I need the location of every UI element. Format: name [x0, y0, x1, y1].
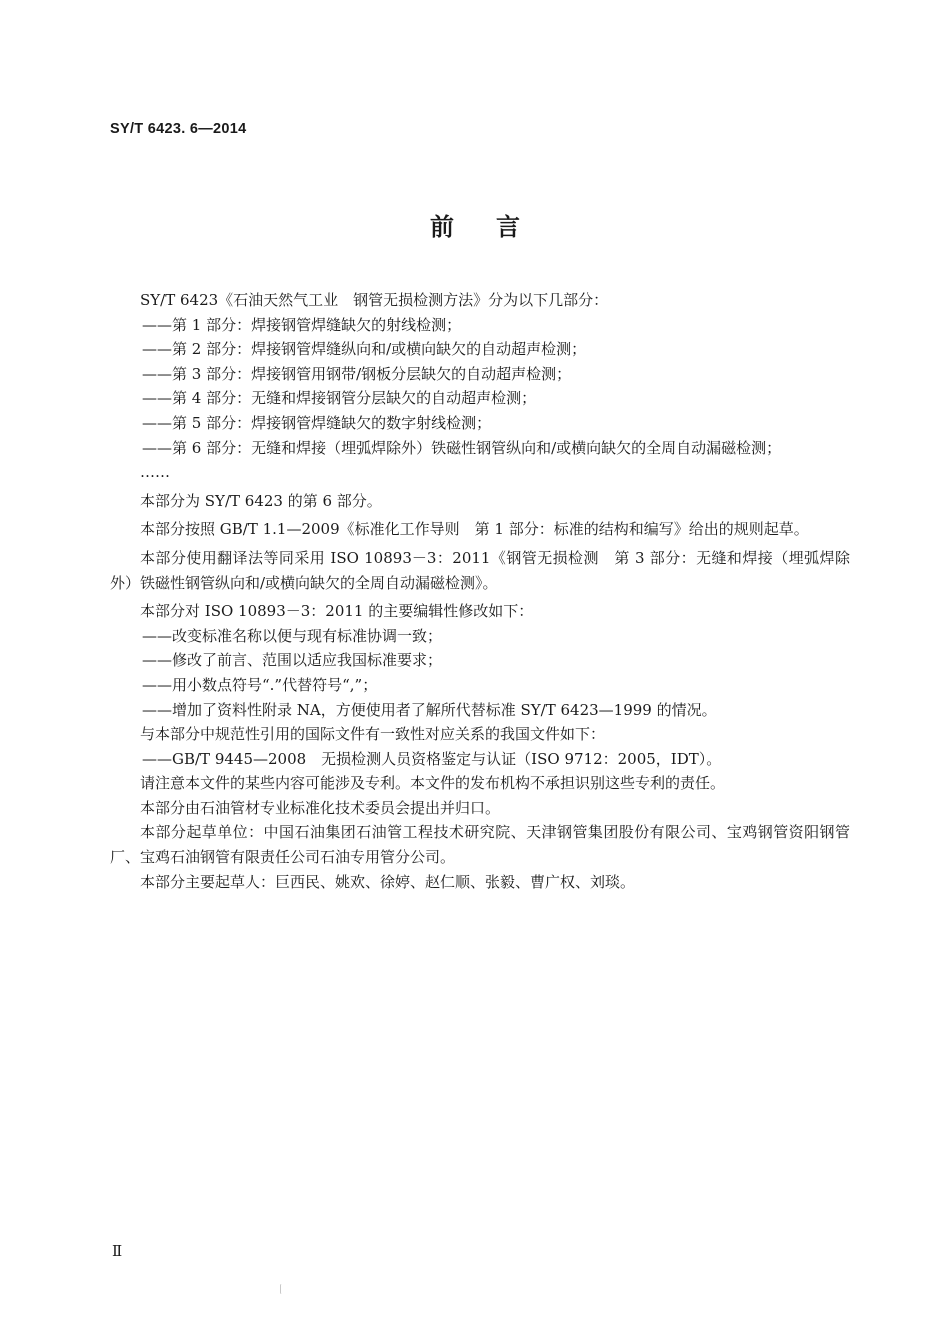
change-item: ——用小数点符号“.”代替符号“,”； [142, 675, 378, 694]
adoption-paragraph: 本部分使用翻译法等同采用 ISO 10893－3：2011《钢管无损检测 第 3 部分：无缝和焊接（埋弧焊除外）铁磁性钢管纵向和/或横向缺欠的全周自动漏磁检测》。 [110, 548, 850, 592]
ellipsis: …… [140, 463, 170, 482]
scan-mark [280, 1284, 283, 1294]
page-number: Ⅱ [112, 1244, 123, 1260]
drafting-units-paragraph: 本部分起草单位：中国石油集团石油管工程技术研究院、天津钢管集团股份有限公司、宝鸡钢管资阳钢管厂、宝鸡石油钢管有限责任公司石油专用管分公司。 [110, 823, 850, 867]
part-item: ——第 2 部分：焊接钢管焊缝纵向和/或横向缺欠的自动超声检测； [142, 340, 587, 359]
change-item: ——改变标准名称以便与现有标准协调一致； [142, 626, 443, 645]
part-item: ——第 3 部分：焊接钢管用钢带/钢板分层缺欠的自动超声检测； [142, 364, 572, 383]
corresponding-item: ——GB/T 9445—2008 无损检测人员资格鉴定与认证（ISO 9712：2005，IDT）。 [142, 749, 722, 768]
patent-notice-paragraph: 请注意本文件的某些内容可能涉及专利。本文件的发布机构不承担识别这些专利的责任。 [140, 774, 726, 793]
part-item: ——第 5 部分：焊接钢管焊缝缺欠的数字射线检测； [142, 413, 492, 432]
part-of-paragraph: 本部分为 SY/T 6423 的第 6 部分。 [140, 491, 382, 510]
standard-number-header: SY/T 6423. 6—2014 [110, 121, 247, 137]
part-item: ——第 4 部分：无缝和焊接钢管分层缺欠的自动超声检测； [142, 389, 537, 408]
intro-paragraph: SY/T 6423《石油天然气工业 钢管无损检测方法》分为以下几部分： [140, 291, 609, 309]
corresponding-intro-paragraph: 与本部分中规范性引用的国际文件有一致性对应关系的我国文件如下： [140, 725, 606, 744]
changes-intro-paragraph: 本部分对 ISO 10893－3：2011 的主要编辑性修改如下： [140, 602, 534, 621]
page-title: 前言 [430, 213, 562, 241]
part-item: ——第 6 部分：无缝和焊接（埋弧焊除外）铁磁性钢管纵向和/或横向缺欠的全周自动漏磁检测； [142, 438, 782, 457]
part-item: ——第 1 部分：焊接钢管焊缝缺欠的射线检测； [142, 315, 462, 334]
foreword-body [110, 288, 850, 894]
drafting-rule-paragraph: 本部分按照 GB/T 1.1—2009《标准化工作导则 第 1 部分：标准的结构和编写》给出的规则起草。 [140, 520, 809, 539]
drafters-paragraph: 本部分主要起草人：巨西民、姚欢、徐婷、赵仁顺、张毅、曹广权、刘琰。 [140, 872, 636, 891]
change-item: ——增加了资料性附录 NA，方便使用者了解所代替标准 SY/T 6423—1999 的情况。 [142, 700, 717, 719]
proposed-by-paragraph: 本部分由石油管材专业标准化技术委员会提出并归口。 [140, 798, 501, 817]
change-item: ——修改了前言、范围以适应我国标准要求； [142, 651, 443, 670]
